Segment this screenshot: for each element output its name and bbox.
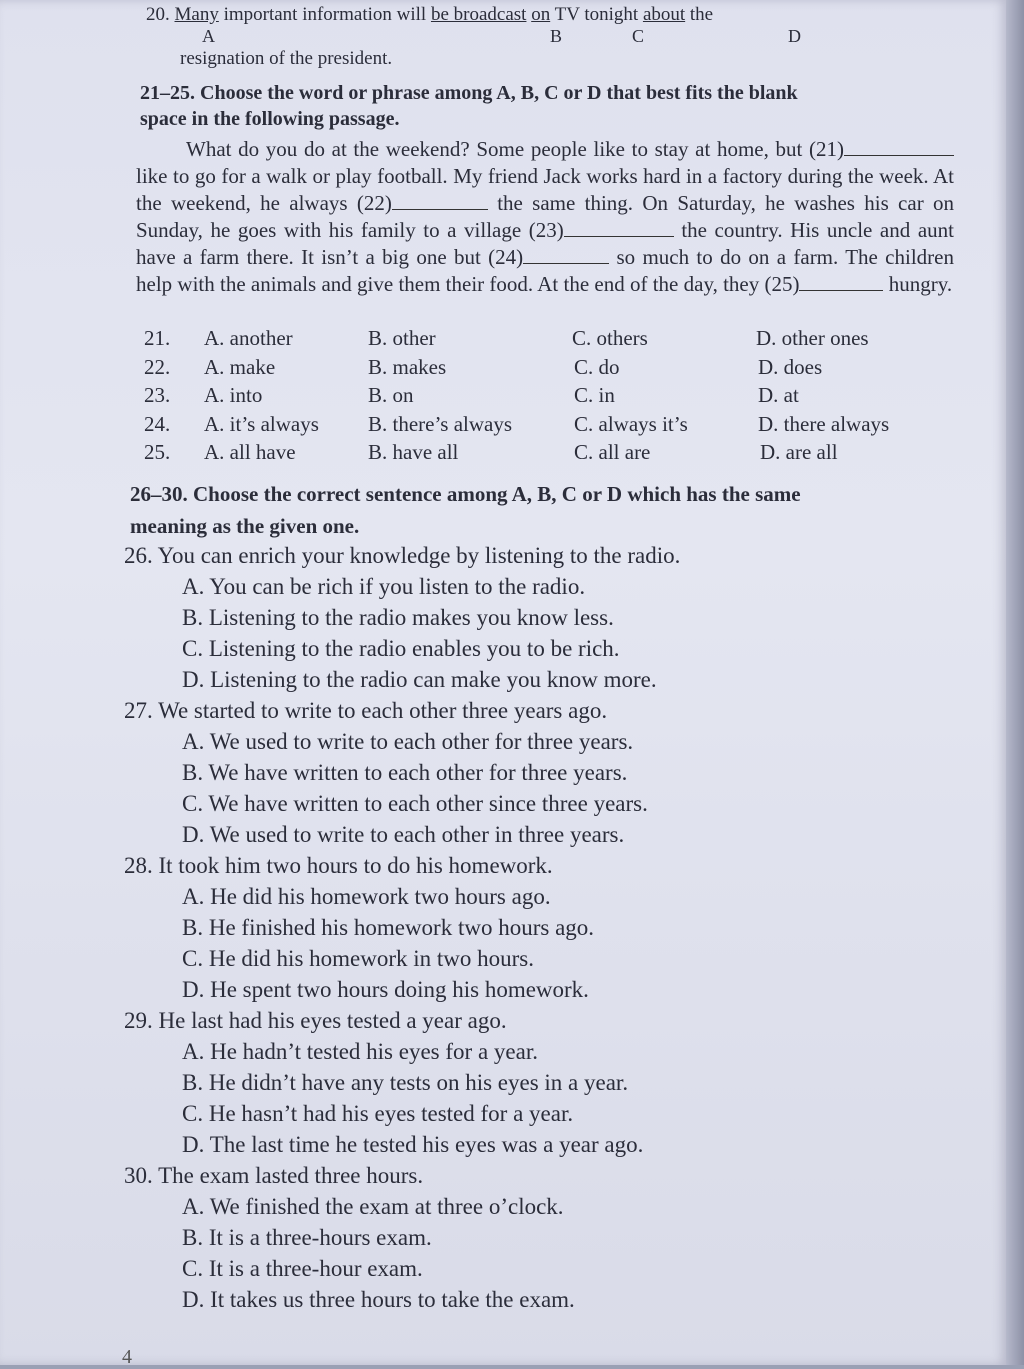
- mc-option-a: A. all have: [204, 440, 296, 464]
- answer-option: C. He did his homework in two hours.: [182, 946, 535, 971]
- heading-line: 21–25. Choose the word or phrase among A, B, C or D that best fits the blank: [140, 82, 798, 104]
- question-20-continuation: resignation of the president.: [180, 48, 393, 69]
- mc-number: 25.: [144, 440, 171, 464]
- blank-23: [564, 220, 674, 237]
- mc-option-a: A. it’s always: [204, 411, 319, 436]
- answer-option: C. It is a three-hour exam.: [182, 1256, 423, 1281]
- sentence-transformation-26-30: [124, 540, 984, 1315]
- letter-c: C: [632, 26, 645, 46]
- answer-option: A. We used to write to each other for three years.: [182, 729, 634, 754]
- mc-option-d: D. does: [758, 354, 823, 379]
- question-29: [124, 1005, 984, 1160]
- question-20: [146, 4, 926, 70]
- mc-row-23: [144, 383, 944, 412]
- answer-option: D. It takes us three hours to take the exam.: [182, 1287, 575, 1312]
- mc-number: 22.: [144, 354, 171, 379]
- question-27: [124, 695, 984, 850]
- mc-option-a: A. make: [204, 354, 276, 379]
- mc-row-21: [144, 326, 944, 355]
- answer-option: B. It is a three-hours exam.: [182, 1225, 432, 1250]
- blank-number-24: (24): [488, 245, 524, 269]
- mc-option-d: D. at: [758, 383, 799, 407]
- question-30: [124, 1160, 984, 1315]
- option-letters: [146, 26, 926, 48]
- answer-option: B. Listening to the radio makes you know less.: [182, 605, 614, 630]
- question-stem: 26. You can enrich your knowledge by listening to the radio.: [124, 543, 681, 568]
- answer-option: C. He hasn’t had his eyes tested for a year.: [182, 1101, 574, 1126]
- answer-option: B. We have written to each other for three years.: [182, 760, 628, 785]
- mc-row-25: [144, 440, 944, 469]
- answer-option: C. We have written to each other since three years.: [182, 791, 648, 816]
- passage-paragraph: [136, 136, 954, 298]
- blank-21: [844, 139, 954, 156]
- blank-22: [392, 193, 488, 210]
- heading-line: meaning as the given one.: [130, 514, 360, 538]
- mc-number: 21.: [144, 326, 171, 350]
- mc-option-c: C. in: [574, 383, 615, 407]
- mc-number: 23.: [144, 383, 171, 407]
- mc-option-b: B. other: [368, 326, 436, 350]
- blank-25: [799, 274, 883, 291]
- answer-option: D. He spent two hours doing his homework.: [182, 977, 589, 1002]
- mc-option-c: C. all are: [574, 440, 651, 464]
- answer-option: A. He did his homework two hours ago.: [182, 884, 551, 909]
- blank-number-23: (23): [528, 218, 564, 242]
- passage-text: the country. His uncle and aunt have a farm there. It isn’t a big one but: [136, 218, 954, 269]
- text-part: important information will: [218, 4, 431, 25]
- mc-row-22: [144, 355, 944, 384]
- question-stem: 30. The exam lasted three hours.: [124, 1163, 424, 1188]
- letter-b: B: [550, 26, 563, 46]
- answer-option: C. Listening to the radio enables you to be rich.: [182, 636, 620, 661]
- answer-option: D. We used to write to each other in three years.: [182, 822, 625, 847]
- mc-row-24: [144, 412, 944, 441]
- text-part: TV tonight: [550, 4, 643, 25]
- page-edge-shadow: [1006, 0, 1024, 1365]
- passage-text: like to go for a walk or play football. My friend Jack works hard in a factory during the week. At the weekend, he always: [136, 164, 954, 215]
- multiple-choice-21-25: [144, 326, 944, 469]
- underlined-part-a: Many: [174, 4, 219, 25]
- mc-option-a: A. into: [204, 383, 263, 407]
- underlined-part-c: on: [531, 4, 551, 25]
- mc-option-b: B. have all: [368, 440, 459, 464]
- question-stem: 27. We started to write to each other three years ago.: [124, 698, 608, 723]
- blank-24: [523, 247, 609, 264]
- mc-option-a: A. another: [204, 326, 293, 350]
- blank-number-21: (21): [809, 137, 845, 161]
- letter-d: D: [788, 26, 801, 46]
- mc-option-c: C. others: [572, 326, 648, 350]
- mc-option-b: B. makes: [368, 354, 447, 379]
- mc-option-b: B. on: [368, 383, 414, 407]
- answer-option: B. He finished his homework two hours ago.: [182, 915, 595, 940]
- blank-number-22: (22): [356, 191, 392, 215]
- mc-option-d: D. other ones: [756, 326, 869, 350]
- answer-option: A. You can be rich if you listen to the radio.: [182, 574, 586, 599]
- heading-line: space in the following passage.: [140, 108, 400, 130]
- answer-option: A. He hadn’t tested his eyes for a year.: [182, 1039, 538, 1064]
- mc-number: 24.: [144, 411, 171, 436]
- question-number: 20.: [146, 4, 170, 25]
- underlined-part-d: about: [642, 4, 686, 25]
- passage-text: hungry.: [883, 272, 953, 296]
- mc-option-c: C. do: [574, 354, 620, 379]
- question-28: [124, 850, 984, 1005]
- letter-a: A: [202, 26, 215, 46]
- heading-line: 26–30. Choose the correct sentence among A, B, C or D which has the same: [130, 482, 801, 506]
- answer-option: D. The last time he tested his eyes was a year ago.: [182, 1132, 644, 1157]
- section-21-25-heading: [140, 80, 970, 132]
- underlined-part-b: be broadcast: [430, 4, 527, 25]
- section-26-30-heading: [130, 478, 990, 542]
- question-stem: 29. He last had his eyes tested a year ago.: [124, 1008, 507, 1033]
- passage-text: so much to do on a farm. The children help with the animals and give them their food. At the end of the day, they: [136, 245, 954, 296]
- passage-text: the same thing. On Saturday, he washes his car on Sunday, he goes with his family to a village: [136, 191, 955, 242]
- question-stem: 28. It took him two hours to do his homework.: [124, 853, 553, 878]
- reading-passage: [136, 136, 954, 298]
- question-20-line: [146, 4, 926, 26]
- mc-option-d: D. there always: [758, 411, 890, 436]
- answer-option: B. He didn’t have any tests on his eyes in a year.: [182, 1070, 629, 1095]
- blank-number-25: (25): [764, 272, 800, 296]
- page-number: 4: [122, 1346, 132, 1368]
- mc-option-b: B. there’s always: [368, 411, 513, 436]
- question-26: [124, 540, 984, 695]
- mc-option-d: D. are all: [760, 440, 838, 464]
- text-part: the: [685, 4, 714, 25]
- mc-option-c: C. always it’s: [574, 411, 688, 436]
- answer-option: A. We finished the exam at three o’clock.: [182, 1194, 564, 1219]
- passage-text: What do you do at the weekend? Some people like to stay at home, but: [186, 137, 803, 161]
- answer-option: D. Listening to the radio can make you know more.: [182, 667, 657, 692]
